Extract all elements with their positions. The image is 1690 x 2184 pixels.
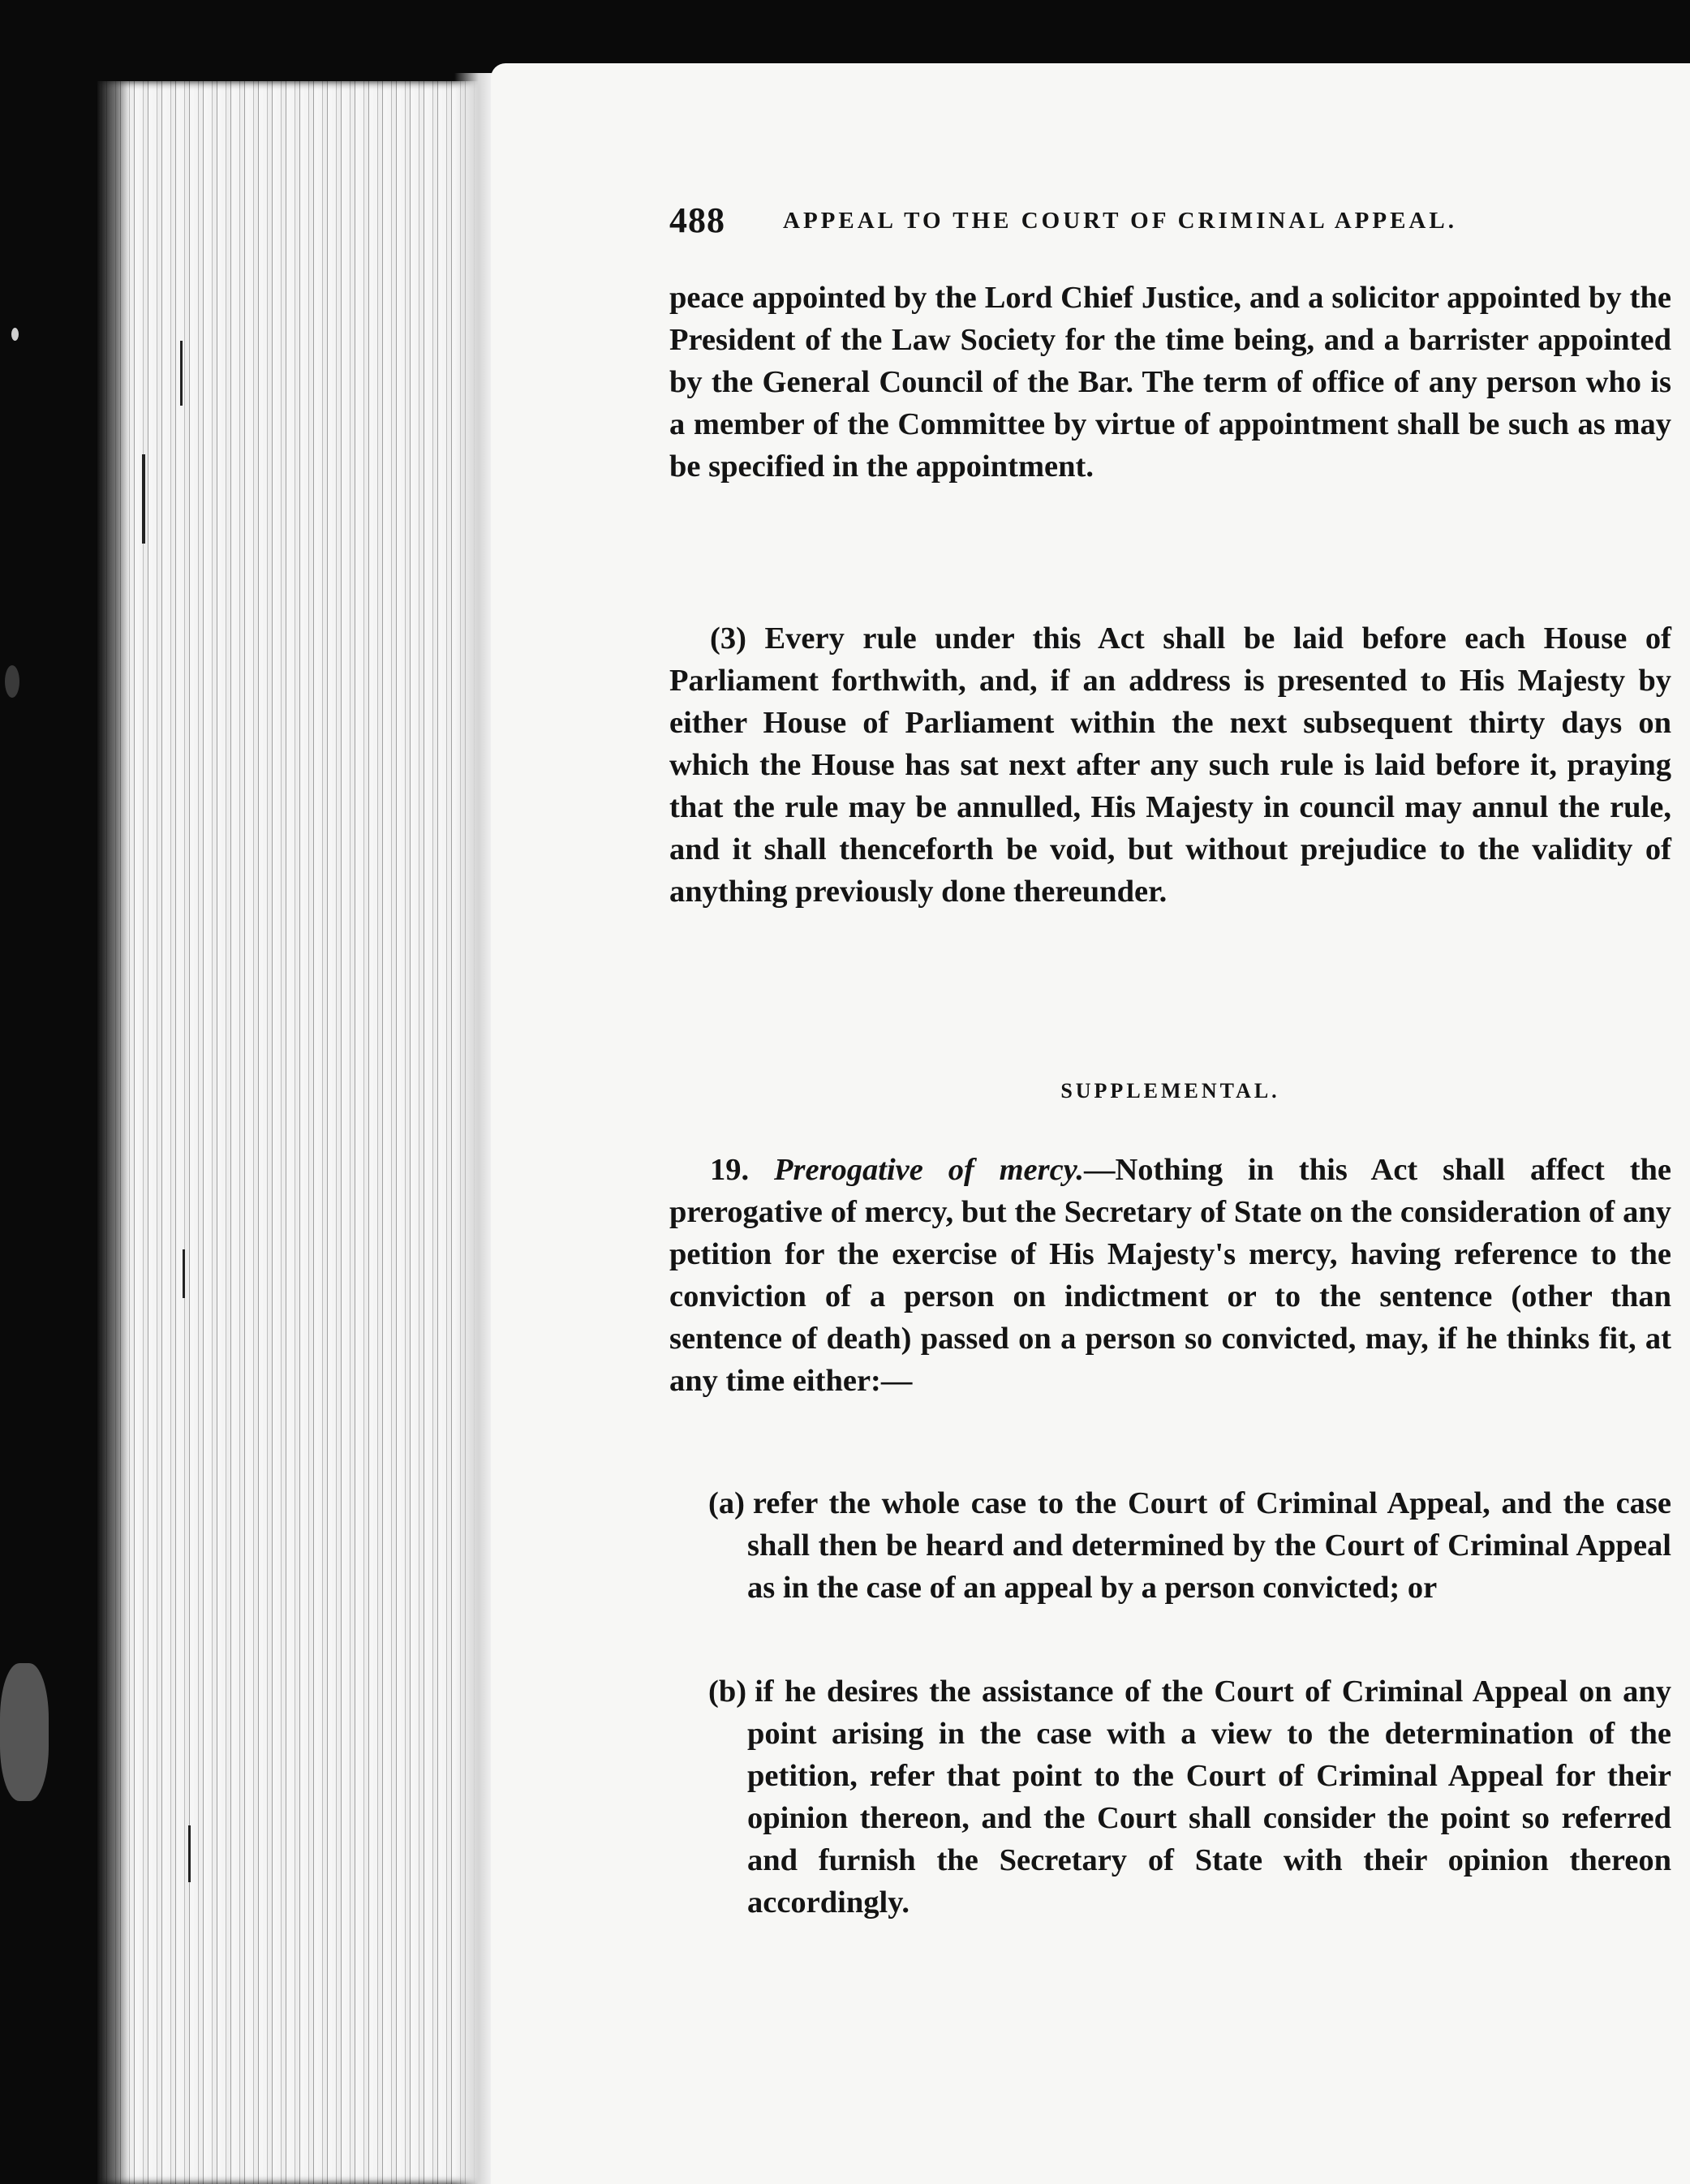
running-head: APPEAL TO THE COURT OF CRIMINAL APPEAL. (783, 208, 1457, 234)
list-item-b (708, 1670, 1671, 1924)
edge-mark (180, 341, 183, 406)
edge-mark (142, 454, 145, 544)
paragraph-rules-before-parliament: (3) Every rule under this Act shall be laid before each House of Parliament forthwith, and, if an address is presented to His Majesty by either House of Parliament within the next subsequent thirty days on which the House has sat next after any such rule is laid before it, praying that the rule may be annulled, His Majesty in council may annul the rule, and it shall thenceforth be void, but without prejudice to the validity of anything previously done thereunder. (669, 621, 1671, 909)
margin-speck (0, 1663, 49, 1801)
page-number: 488 (669, 200, 725, 240)
section-title: Prerogative of mercy. (773, 1153, 1084, 1187)
margin-speck (11, 328, 19, 341)
margin-speck (5, 665, 19, 698)
section-number: 19. (710, 1153, 750, 1187)
edge-mark (183, 1249, 185, 1298)
section-19-paragraph (669, 1149, 1671, 1402)
list-marker: (a) (708, 1486, 745, 1520)
page-header (669, 200, 1627, 248)
section-text: —Nothing in this Act shall affect the prerogative of mercy, but the Secretary of State on the consideration of any petition for the exercise of His Majesty's mercy, having reference to the conviction of a person on indictment or to the sentence (other than sentence of death) passed on a person so convicted, may, if he thinks fit, at any time either:— (669, 1153, 1672, 1398)
list-marker: (b) (708, 1675, 747, 1709)
page-block-edges (97, 81, 495, 2184)
page-block-shadow (97, 81, 130, 2184)
page-gutter-fold (454, 73, 495, 2184)
section-heading: SUPPLEMENTAL. (1060, 1079, 1280, 1103)
paragraph-committee-appointment: peace appointed by the Lord Chief Justice, and a solicitor appointed by the President of the Law Society for the time being, and a barrister appointed by the General Council of the Bar. The term of office of any person who is a member of the Committee by virtue of appointment shall be such as may be specified in the appointment. (669, 281, 1671, 484)
list-item-a (708, 1482, 1671, 1609)
printed-page (491, 63, 1690, 2184)
list-item-text: if he desires the assistance of the Court of Criminal Appeal on any point arising in the case with a view to the determination of the petition, refer that point to the Court of Criminal Appeal for their opinion thereon, and the Court shall consider the point so referred and furnish the Secretary of State with their opinion thereon accordingly. (747, 1675, 1671, 1920)
list-item-text: refer the whole case to the Court of Criminal Appeal, and the case shall then be heard and determined by the Court of Criminal Appeal as in the case of an appeal by a person convicted; or (747, 1486, 1671, 1605)
edge-mark (188, 1825, 191, 1882)
